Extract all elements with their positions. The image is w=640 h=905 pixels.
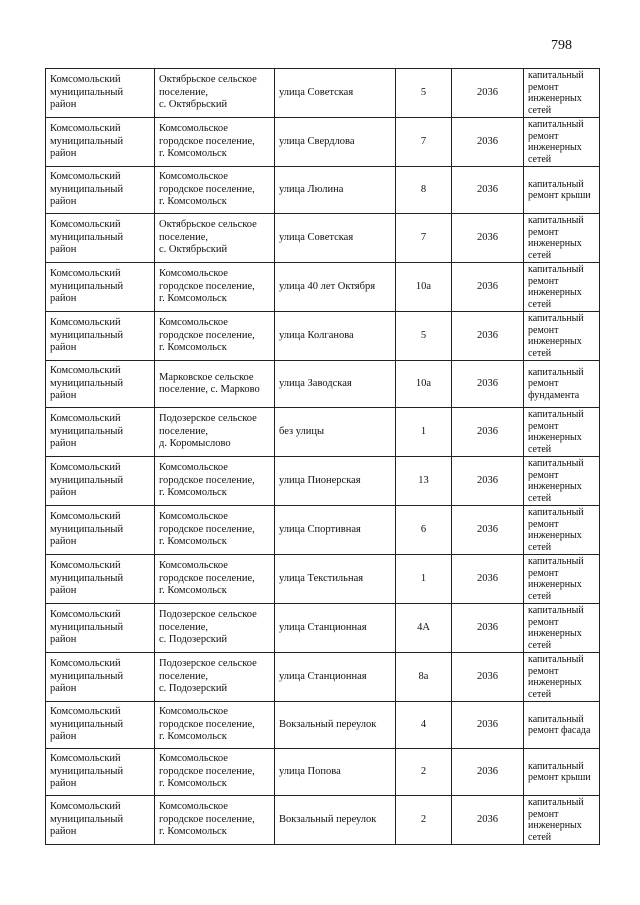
settlement-cell: Октябрьское сельское поселение, с. Октябрьский (155, 69, 275, 118)
year-cell: 2036 (452, 312, 524, 361)
house-number-cell: 13 (396, 457, 452, 506)
work-type-cell: капитальный ремонт инженерных сетей (524, 408, 600, 457)
house-number-cell: 10а (396, 361, 452, 408)
street-cell: улица Колганова (275, 312, 396, 361)
house-number-cell: 10а (396, 263, 452, 312)
year-cell: 2036 (452, 457, 524, 506)
district-cell: Комсомольский муниципальный район (46, 263, 155, 312)
settlement-cell: Комсомольское городское поселение, г. Комсомольск (155, 702, 275, 749)
year-cell: 2036 (452, 653, 524, 702)
settlement-cell: Комсомольское городское поселение, г. Комсомольск (155, 555, 275, 604)
table-row (46, 506, 600, 555)
district-cell: Комсомольский муниципальный район (46, 506, 155, 555)
house-number-cell: 7 (396, 118, 452, 167)
district-cell: Комсомольский муниципальный район (46, 214, 155, 263)
year-cell: 2036 (452, 118, 524, 167)
street-cell: улица Попова (275, 749, 396, 796)
district-cell: Комсомольский муниципальный район (46, 555, 155, 604)
street-cell: улица Станционная (275, 604, 396, 653)
repair-schedule-table (45, 68, 600, 845)
house-number-cell: 8 (396, 167, 452, 214)
street-cell: улица Пионерская (275, 457, 396, 506)
street-cell: Вокзальный переулок (275, 702, 396, 749)
work-type-cell: капитальный ремонт фундамента (524, 361, 600, 408)
house-number-cell: 6 (396, 506, 452, 555)
district-cell: Комсомольский муниципальный район (46, 796, 155, 845)
house-number-cell: 5 (396, 69, 452, 118)
settlement-cell: Комсомольское городское поселение, г. Комсомольск (155, 263, 275, 312)
table-row (46, 361, 600, 408)
year-cell: 2036 (452, 702, 524, 749)
settlement-cell: Комсомольское городское поселение, г. Комсомольск (155, 796, 275, 845)
street-cell: улица Свердлова (275, 118, 396, 167)
street-cell: Вокзальный переулок (275, 796, 396, 845)
table-row (46, 167, 600, 214)
year-cell: 2036 (452, 361, 524, 408)
settlement-cell: Марковское сельское поселение, с. Марково (155, 361, 275, 408)
work-type-cell: капитальный ремонт инженерных сетей (524, 796, 600, 845)
year-cell: 2036 (452, 408, 524, 457)
table-row (46, 796, 600, 845)
year-cell: 2036 (452, 749, 524, 796)
house-number-cell: 1 (396, 408, 452, 457)
work-type-cell: капитальный ремонт инженерных сетей (524, 653, 600, 702)
year-cell: 2036 (452, 167, 524, 214)
work-type-cell: капитальный ремонт инженерных сетей (524, 263, 600, 312)
year-cell: 2036 (452, 69, 524, 118)
district-cell: Комсомольский муниципальный район (46, 604, 155, 653)
settlement-cell: Комсомольское городское поселение, г. Комсомольск (155, 312, 275, 361)
work-type-cell: капитальный ремонт инженерных сетей (524, 214, 600, 263)
work-type-cell: капитальный ремонт крыши (524, 167, 600, 214)
district-cell: Комсомольский муниципальный район (46, 457, 155, 506)
work-type-cell: капитальный ремонт инженерных сетей (524, 506, 600, 555)
year-cell: 2036 (452, 796, 524, 845)
settlement-cell: Комсомольское городское поселение, г. Комсомольск (155, 749, 275, 796)
settlement-cell: Октябрьское сельское поселение, с. Октябрьский (155, 214, 275, 263)
table-row (46, 69, 600, 118)
page-number: 798 (551, 38, 572, 53)
district-cell: Комсомольский муниципальный район (46, 312, 155, 361)
table-row (46, 214, 600, 263)
house-number-cell: 4 (396, 702, 452, 749)
district-cell: Комсомольский муниципальный район (46, 653, 155, 702)
table-row (46, 408, 600, 457)
house-number-cell: 5 (396, 312, 452, 361)
house-number-cell: 2 (396, 796, 452, 845)
work-type-cell: капитальный ремонт инженерных сетей (524, 312, 600, 361)
street-cell: улица Советская (275, 69, 396, 118)
table-row (46, 555, 600, 604)
settlement-cell: Подозерское сельское поселение, д. Коромыслово (155, 408, 275, 457)
district-cell: Комсомольский муниципальный район (46, 702, 155, 749)
table-row (46, 702, 600, 749)
district-cell: Комсомольский муниципальный район (46, 118, 155, 167)
district-cell: Комсомольский муниципальный район (46, 167, 155, 214)
house-number-cell: 1 (396, 555, 452, 604)
street-cell: улица Заводская (275, 361, 396, 408)
street-cell: улица Текстильная (275, 555, 396, 604)
year-cell: 2036 (452, 506, 524, 555)
year-cell: 2036 (452, 263, 524, 312)
settlement-cell: Подозерское сельское поселение, с. Подозерский (155, 604, 275, 653)
work-type-cell: капитальный ремонт инженерных сетей (524, 457, 600, 506)
district-cell: Комсомольский муниципальный район (46, 408, 155, 457)
street-cell: улица Люлина (275, 167, 396, 214)
table-row (46, 118, 600, 167)
house-number-cell: 4А (396, 604, 452, 653)
work-type-cell: капитальный ремонт фасада (524, 702, 600, 749)
settlement-cell: Комсомольское городское поселение, г. Комсомольск (155, 457, 275, 506)
district-cell: Комсомольский муниципальный район (46, 749, 155, 796)
table-row (46, 653, 600, 702)
settlement-cell: Комсомольское городское поселение, г. Комсомольск (155, 167, 275, 214)
table-row (46, 604, 600, 653)
work-type-cell: капитальный ремонт инженерных сетей (524, 604, 600, 653)
year-cell: 2036 (452, 604, 524, 653)
settlement-cell: Подозерское сельское поселение, с. Подозерский (155, 653, 275, 702)
street-cell: улица Станционная (275, 653, 396, 702)
table-row (46, 312, 600, 361)
table-row (46, 749, 600, 796)
street-cell: улица 40 лет Октября (275, 263, 396, 312)
street-cell: улица Советская (275, 214, 396, 263)
house-number-cell: 8а (396, 653, 452, 702)
work-type-cell: капитальный ремонт крыши (524, 749, 600, 796)
district-cell: Комсомольский муниципальный район (46, 361, 155, 408)
district-cell: Комсомольский муниципальный район (46, 69, 155, 118)
house-number-cell: 2 (396, 749, 452, 796)
street-cell: без улицы (275, 408, 396, 457)
settlement-cell: Комсомольское городское поселение, г. Комсомольск (155, 506, 275, 555)
year-cell: 2036 (452, 214, 524, 263)
year-cell: 2036 (452, 555, 524, 604)
work-type-cell: капитальный ремонт инженерных сетей (524, 69, 600, 118)
table-row (46, 263, 600, 312)
work-type-cell: капитальный ремонт инженерных сетей (524, 555, 600, 604)
street-cell: улица Спортивная (275, 506, 396, 555)
table-body (46, 69, 600, 845)
work-type-cell: капитальный ремонт инженерных сетей (524, 118, 600, 167)
table-row (46, 457, 600, 506)
settlement-cell: Комсомольское городское поселение, г. Комсомольск (155, 118, 275, 167)
house-number-cell: 7 (396, 214, 452, 263)
